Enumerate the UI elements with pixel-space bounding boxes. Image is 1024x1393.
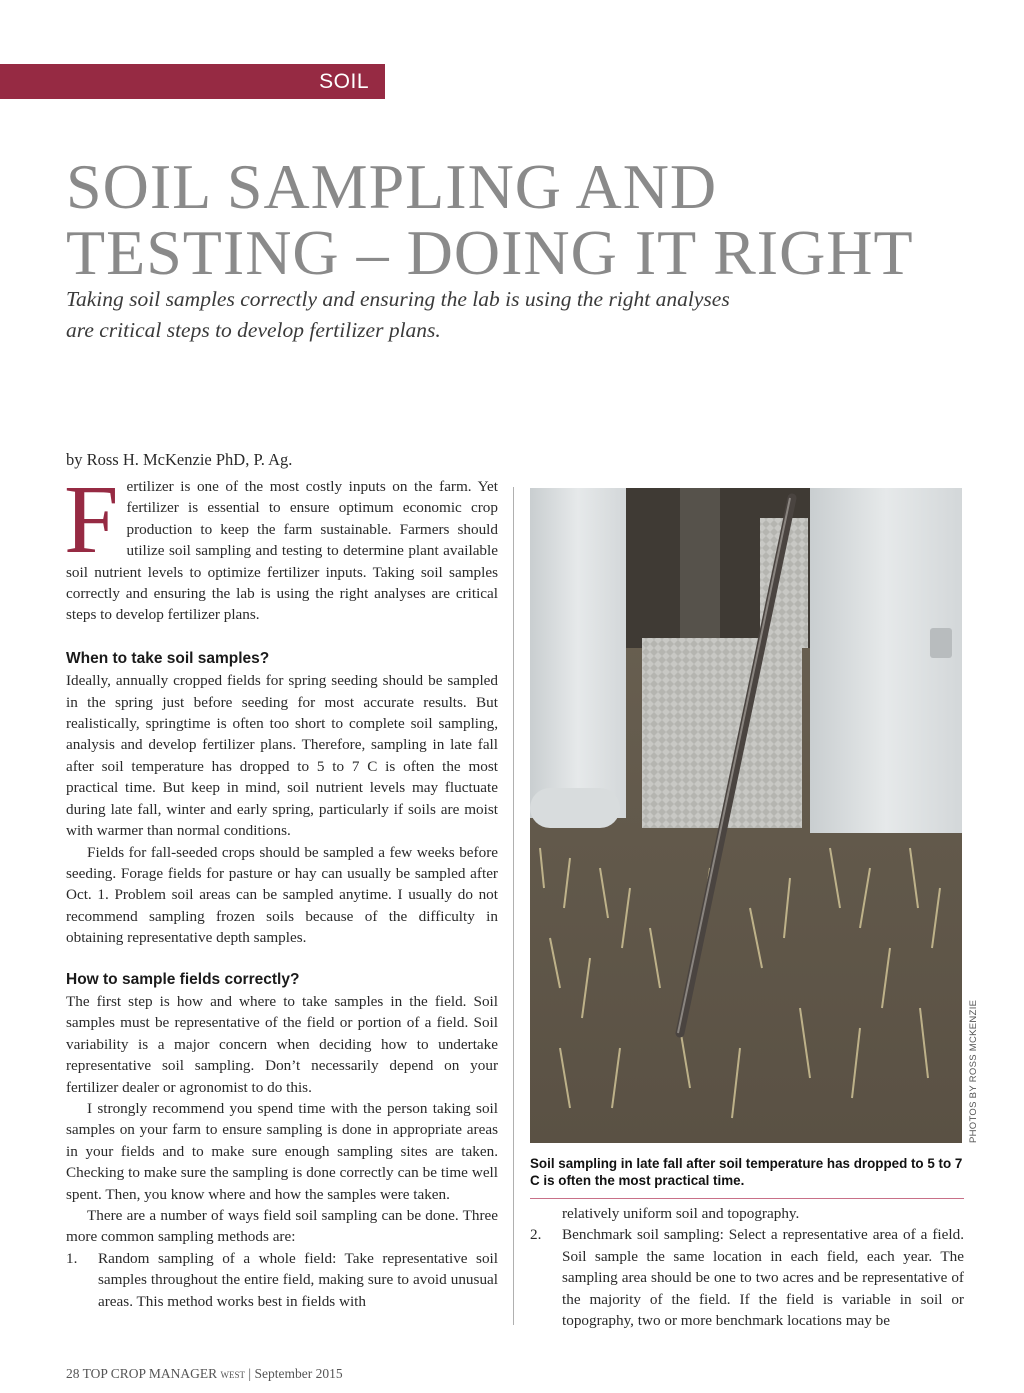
deck-line-2: are critical steps to develop fertilizer plans. [66,318,441,342]
photo-credit: PHOTOS BY ROSS MCKENZIE [968,999,979,1143]
caption-divider [530,1198,964,1199]
list-continuation: relatively uniform soil and topography. [562,1205,800,1222]
page-footer [66,1366,343,1382]
list-text: Random sampling of a whole field: Take representative soil samples throughout the entire field, making sure to avoid unusual areas. This method works best in fields with [98,1249,498,1310]
page-number: 28 [66,1366,80,1381]
magazine-name: TOP CROP MANAGER [82,1366,218,1381]
methods-list-continued [530,1224,964,1331]
list-number: 2. [530,1226,542,1244]
title-line-1: SOIL SAMPLING AND [66,151,718,222]
deck-line-1: Taking soil samples correctly and ensuring the lab is using the right analyses [66,287,730,311]
left-column [64,466,498,1312]
how-paragraph-2: I strongly recommend you spend time with the person taking soil samples on your farm to ensure sampling is done in appropriate areas in your fields and to make sure enough sampling sites are taken. Checking to make sure the sampling is done correctly can be time well spent. Then, you know where and how the samples were taken. [66,1099,498,1203]
intro-text: ertilizer is one of the most costly inputs on the farm. Yet fertilizer is essential to ensure optimum economic crop production to keep the farm sustainable. Farmers should utilize soil sampling and testing to determine plant available soil nutrient levels to optimize fertilizer inputs. Taking soil samples correctly and ensuring the lab is using the right analyses are critical steps to develop fertilizer plans. [66,478,498,624]
soil-sampling-photo [530,488,962,1143]
how-paragraph-3: There are a number of ways field soil sampling can be done. Three more common sampling methods are: [66,1207,498,1246]
subhead-when: When to take soil samples? [66,649,270,667]
column-divider [513,487,514,1325]
intro-paragraph [64,466,498,626]
article-deck [66,284,826,346]
photo-caption: Soil sampling in late fall after soil temperature has dropped to 5 to 7 C is often the most practical time. [530,1156,963,1188]
drop-cap: F [64,466,119,574]
list-text: Benchmark soil sampling: Select a representative area of a field. Soil sample the same location in each field, each year. The sampling area should be one to two acres and be representative of the majority of the field. If the field is variable in soil or topography, two or more benchmark locations may be [562,1226,964,1330]
list-item [530,1224,964,1331]
methods-list [66,1248,498,1312]
list-number: 1. [66,1249,78,1267]
right-column [530,1203,964,1331]
how-paragraph-1: The first step is how and where to take samples in the field. Soil samples must be representative of the field or portion of a field. Soil variability is a major concern when deciding how to undertake representative soil sampling. Don’t necessarily depend on your fertilizer dealer or agronomist to do this. [66,992,498,1096]
article-title [66,151,966,288]
list-item [66,1248,498,1312]
when-paragraph-1: Ideally, annually cropped fields for spring seeding should be sampled in the spring just before seeding for most accurate results. But realistically, springtime is often too short to complete soil sampling, analysis and develop fertilizer plans. Therefore, sampling in late fall after soil temperature has dropped to 5 to 7 C is often the most practical time. But keep in mind, soil nutrient levels may fluctuate during late fall, winter and early spring, particularly if soils are moist with warmer than normal conditions. [66,672,498,840]
subhead-how: How to sample fields correctly? [66,970,300,988]
when-paragraph-2: Fields for fall-seeded crops should be sampled a few weeks before seeding. Forage fields for pasture or hay can usually be sampled after Oct. 1. Problem soil areas can be sampled anytime. I usually do not recommend sampling frozen soils because of the difficulty in obtaining representative depth samples. [66,843,498,947]
issue-date: September 2015 [254,1366,343,1381]
section-label: SOIL [0,64,385,99]
title-line-2: TESTING – DOING IT RIGHT [66,217,914,288]
byline: by Ross H. McKenzie PhD, P. Ag. [66,450,293,469]
footer-separator: | [248,1366,252,1381]
magazine-edition: WEST [220,1370,246,1380]
